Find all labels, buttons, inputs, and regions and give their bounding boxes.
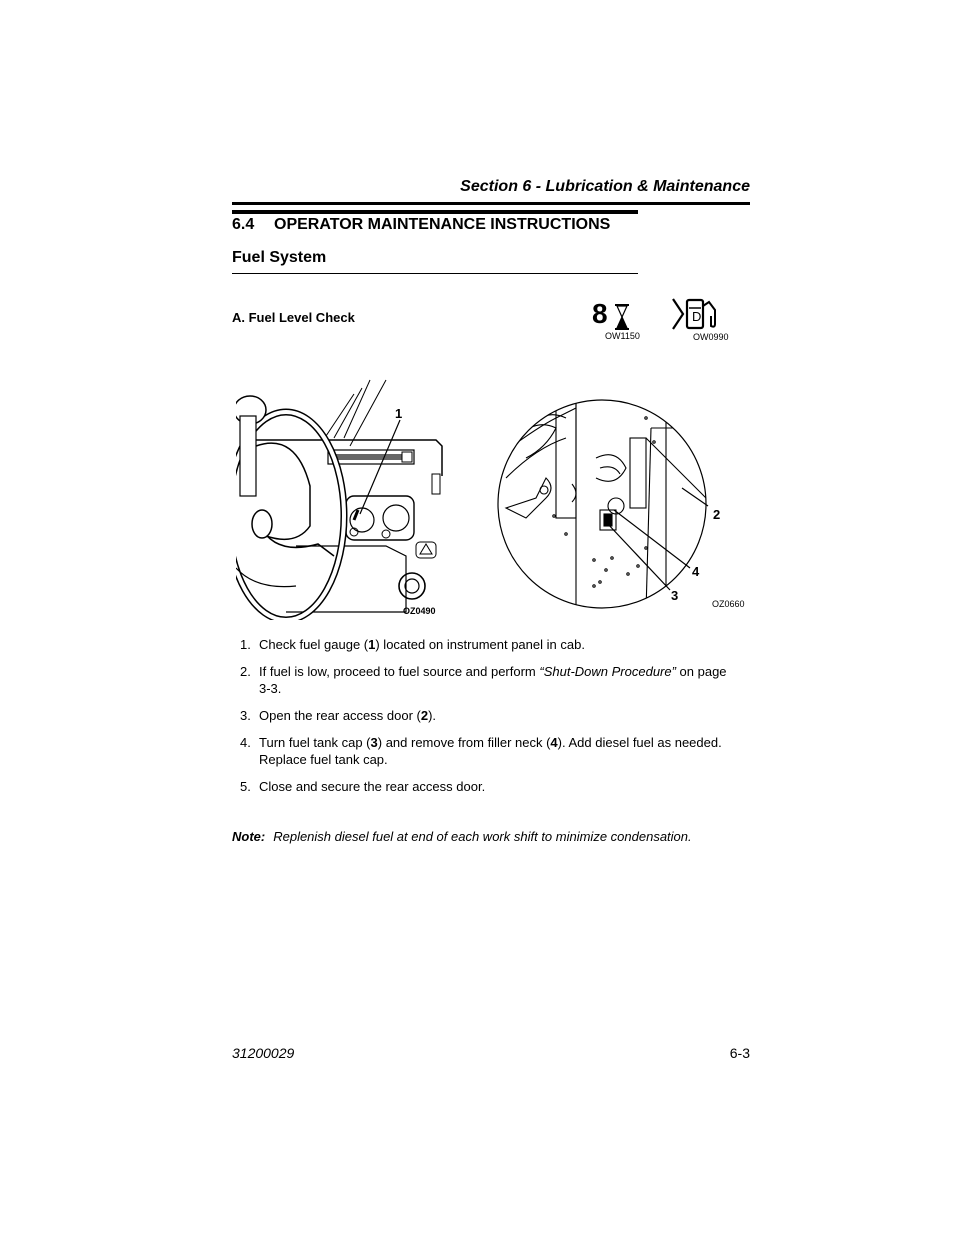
section-heading bbox=[232, 210, 638, 234]
figure-code-left: OZ0490 bbox=[403, 606, 436, 616]
section-title: Section 6 - Lubrication & Maintenance bbox=[460, 178, 750, 195]
cross-reference: “Shut-Down Procedure” bbox=[539, 664, 676, 679]
heading-title: OPERATOR MAINTENANCE INSTRUCTIONS bbox=[274, 216, 611, 233]
hourglass-icon bbox=[614, 304, 630, 330]
list-item: 4. Turn fuel tank cap (3) and remove from filler neck (4). Add diesel fuel as needed. Replace fuel tank cap. bbox=[240, 735, 722, 767]
list-item: 1. Check fuel gauge (1) located on instrument panel in cab. bbox=[240, 637, 585, 652]
symbol-code-2: OW0990 bbox=[693, 332, 729, 342]
note-text: Replenish diesel fuel at end of each work shift to minimize condensation. bbox=[273, 829, 692, 844]
fuel-symbol bbox=[671, 296, 721, 332]
fuel-tank-illustration bbox=[496, 398, 750, 612]
heading-number: 6.4 bbox=[232, 216, 255, 233]
subsection-title: A. Fuel Level Check bbox=[232, 310, 355, 325]
list-item: 5. Close and secure the rear access door. bbox=[240, 779, 486, 794]
section-header bbox=[232, 176, 750, 205]
document-number: 31200029 bbox=[232, 1045, 295, 1061]
figure-code-right: OZ0660 bbox=[712, 599, 745, 609]
rear-access-figure bbox=[496, 398, 750, 612]
callout-1: 1 bbox=[395, 406, 403, 421]
cab-instrument-figure bbox=[236, 376, 446, 620]
callout-3: 3 bbox=[671, 588, 679, 603]
fuel-letter: D bbox=[692, 309, 702, 324]
subheading: Fuel System bbox=[232, 249, 638, 274]
note-label: Note: bbox=[232, 829, 266, 844]
interval-number: 8 bbox=[592, 298, 608, 329]
instrument-panel-illustration bbox=[236, 376, 446, 620]
list-item: 3. Open the rear access door (2). bbox=[240, 708, 437, 723]
callout-4: 4 bbox=[692, 564, 700, 579]
callout-2: 2 bbox=[713, 507, 721, 522]
service-interval-symbol bbox=[592, 300, 638, 332]
symbol-code-1: OW1150 bbox=[605, 331, 640, 341]
note bbox=[232, 829, 752, 844]
list-item: 2. If fuel is low, proceed to fuel source and perform “Shut-Down Procedure” on page 3-3. bbox=[240, 664, 727, 696]
steps-list bbox=[240, 636, 740, 805]
page-number: 6-3 bbox=[729, 1045, 750, 1061]
